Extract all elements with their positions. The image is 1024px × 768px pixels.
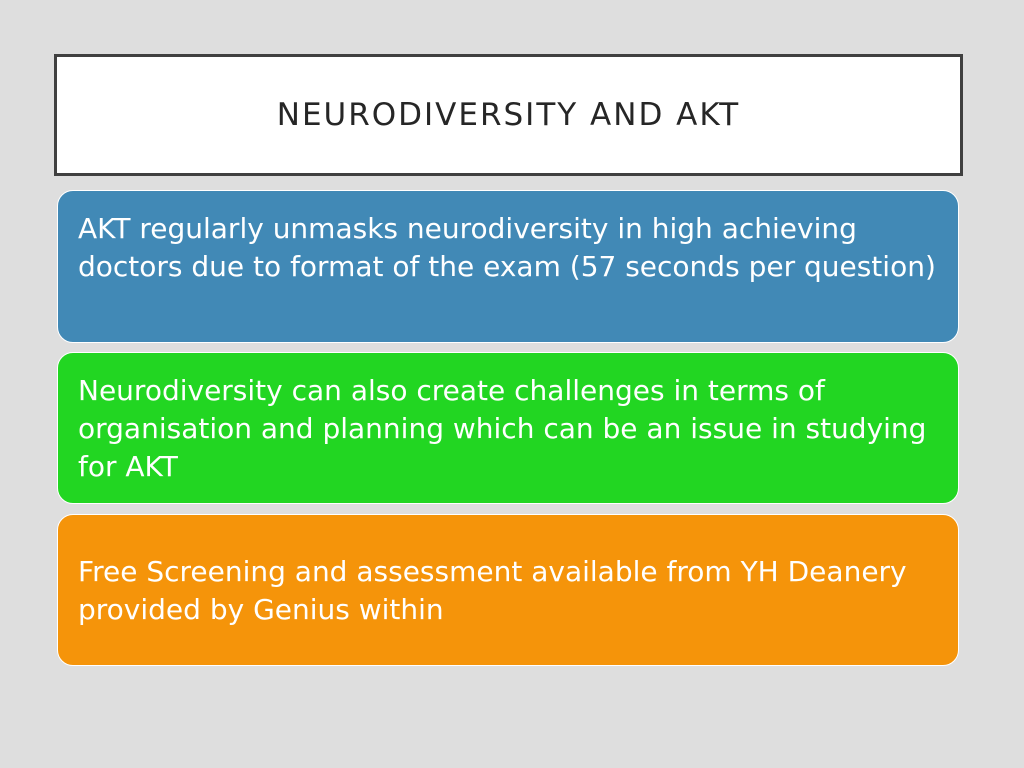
content-panel-akt-unmasks (57, 190, 959, 343)
slide-title: NEURODIVERSITY AND AKT (276, 97, 741, 133)
panel-text-akt-unmasks: AKT regularly unmasks neurodiversity in high achieving doctors due to format of the exam (57 seconds per question) (78, 212, 936, 283)
content-panel-challenges (57, 352, 959, 504)
panel-text-challenges: Neurodiversity can also create challenges in terms of organisation and planning which can be an issue in studying for AKT (78, 374, 927, 483)
title-box (54, 54, 963, 176)
content-panel-free-screening (57, 514, 959, 666)
panel-text-free-screening: Free Screening and assessment available from YH Deanery provided by Genius within (78, 555, 907, 626)
